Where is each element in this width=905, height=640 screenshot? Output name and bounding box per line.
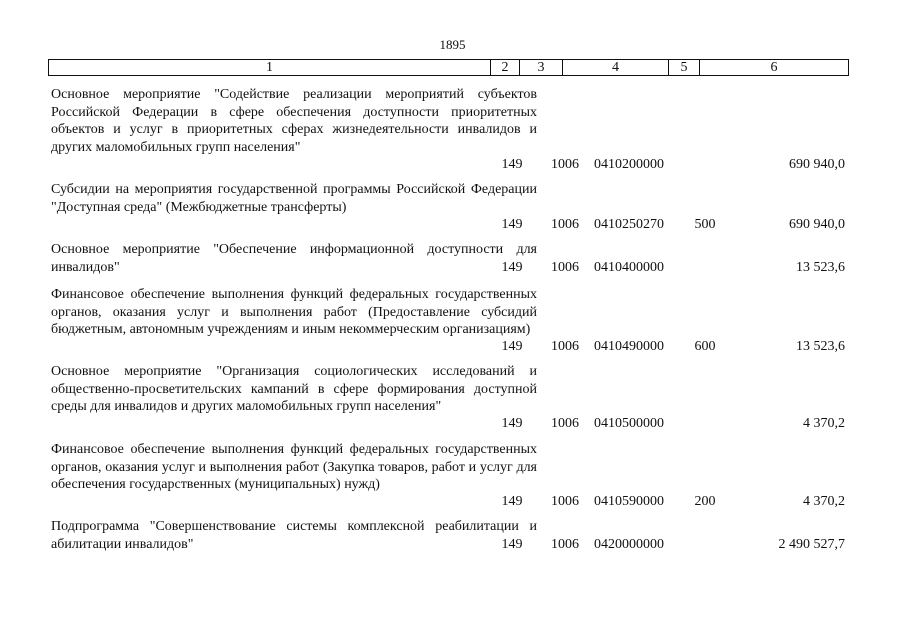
row-description: Основное мероприятие "Обеспечение информационной доступности для инвалидов" bbox=[51, 242, 537, 275]
row-col6: 13 523,6 bbox=[796, 260, 845, 275]
row-description: Основное мероприятие "Содействие реализации мероприятий субъектов Российской Федерации в сфере обеспечения доступности приоритетных объектов и услуг в приоритетных сферах жизнедеятельности инвалидов и других маломобильных групп населения" bbox=[51, 87, 537, 155]
row-col4: 0420000000 bbox=[594, 537, 664, 552]
row-col2: 149 bbox=[501, 339, 523, 354]
table-row bbox=[48, 181, 848, 232]
row-col5: 500 bbox=[694, 217, 716, 232]
row-col2: 149 bbox=[501, 416, 523, 431]
row-description: Субсидии на мероприятия государственной программы Российской Федерации "Доступная среда" (Межбюджетные трансферты) bbox=[51, 182, 537, 215]
page-number: 1895 bbox=[439, 37, 466, 52]
row-description: Финансовое обеспечение выполнения функций федеральных государственных органов, оказания услуг и выполнения работ (Предоставление субсидий бюджетным, автономным учреждениям и иным некоммерческим организациям) bbox=[51, 287, 537, 337]
row-col3: 1006 bbox=[551, 157, 579, 172]
column-header-table bbox=[48, 59, 849, 76]
column-header-4: 4 bbox=[563, 60, 669, 76]
row-col3: 1006 bbox=[551, 537, 579, 552]
row-col2: 149 bbox=[501, 537, 523, 552]
row-col5: 200 bbox=[694, 494, 716, 509]
row-col4: 0410200000 bbox=[594, 157, 664, 172]
row-col4: 0410250270 bbox=[594, 217, 664, 232]
column-header-5: 5 bbox=[669, 60, 700, 76]
table-row bbox=[48, 363, 848, 431]
row-col2: 149 bbox=[501, 494, 523, 509]
table-row bbox=[48, 241, 848, 275]
column-header-2: 2 bbox=[491, 60, 520, 76]
row-col3: 1006 bbox=[551, 260, 579, 275]
row-col5: 600 bbox=[694, 339, 716, 354]
row-col6: 690 940,0 bbox=[789, 217, 845, 232]
row-col2: 149 bbox=[501, 260, 523, 275]
row-col6: 690 940,0 bbox=[789, 157, 845, 172]
table-row bbox=[48, 86, 848, 172]
row-col6: 4 370,2 bbox=[803, 494, 845, 509]
row-description: Основное мероприятие "Организация социологических исследований и общественно-просветительских кампаний в сфере формирования доступной среды для инвалидов и других маломобильных групп населения" bbox=[51, 364, 537, 414]
column-header-row bbox=[49, 60, 849, 76]
row-col6: 13 523,6 bbox=[796, 339, 845, 354]
row-col4: 0410400000 bbox=[594, 260, 664, 275]
table-row bbox=[48, 286, 848, 354]
row-col4: 0410490000 bbox=[594, 339, 664, 354]
row-col3: 1006 bbox=[551, 416, 579, 431]
row-col2: 149 bbox=[501, 217, 523, 232]
row-col4: 0410500000 bbox=[594, 416, 664, 431]
row-col4: 0410590000 bbox=[594, 494, 664, 509]
row-col3: 1006 bbox=[551, 494, 579, 509]
row-description: Подпрограмма "Совершенствование системы комплексной реабилитации и абилитации инвалидов" bbox=[51, 519, 537, 552]
row-col3: 1006 bbox=[551, 217, 579, 232]
table-row bbox=[48, 441, 848, 509]
row-col3: 1006 bbox=[551, 339, 579, 354]
row-col6: 2 490 527,7 bbox=[778, 537, 845, 552]
column-header-6: 6 bbox=[700, 60, 849, 76]
column-header-1: 1 bbox=[49, 60, 491, 76]
column-header-3: 3 bbox=[520, 60, 563, 76]
row-col2: 149 bbox=[501, 157, 523, 172]
table-row bbox=[48, 518, 848, 552]
row-col6: 4 370,2 bbox=[803, 416, 845, 431]
row-description: Финансовое обеспечение выполнения функций федеральных государственных органов, оказания услуг и выполнения работ (Закупка товаров, работ и услуг для обеспечения государственных (муниципальных) нужд) bbox=[51, 442, 537, 492]
